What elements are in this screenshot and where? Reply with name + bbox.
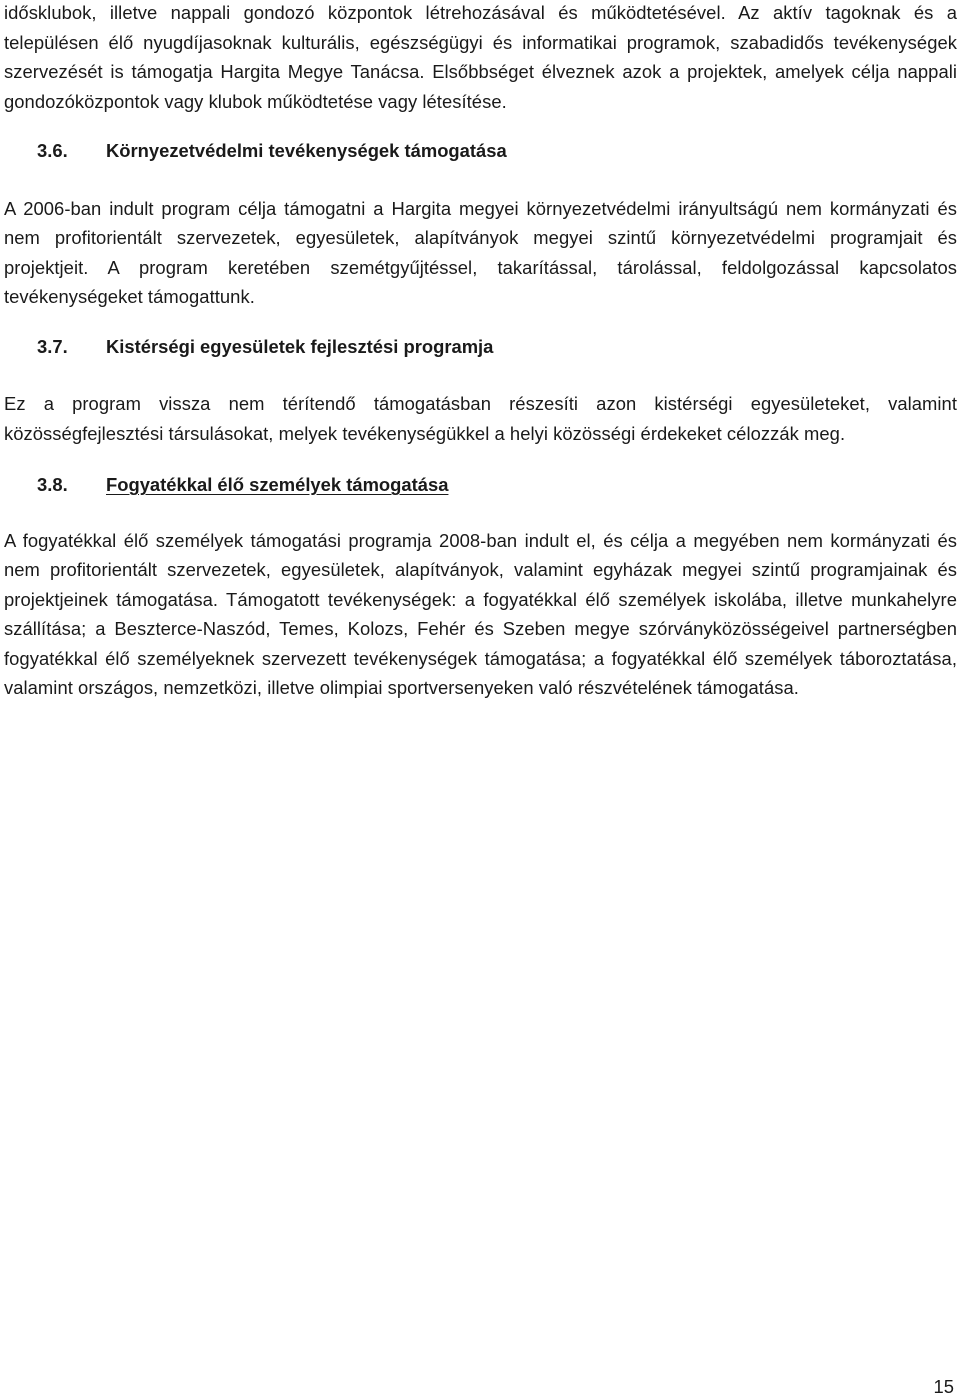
page-number: 15 <box>933 1376 954 1397</box>
section-number: 3.7. <box>37 335 68 357</box>
section-title: Fogyatékkal élő személyek támogatása <box>106 474 449 495</box>
section-body-3-6: A 2006-ban indult program célja támogatni a Hargita megyei környezetvédelmi irányultságú nem kormányzati és nem profitorientált szervezetek, egyesületek, alapítványok megyei szintű környezetvédelmi programjait és projektjeit. A program keretében szemétgyűjtéssel, takarítással, tárolással, feldolgozással kapcsolatos tevékenységeket támogattunk. <box>4 197 957 307</box>
section-body-3-7: Ez a program vissza nem térítendő támogatásban részesíti azon kistérségi egyesületeket, valamint közösségfejlesztési társulásokat, melyek tevékenységükkel a helyi közösségi érdekeket célozzák meg. <box>4 393 957 444</box>
section-heading-3-6 <box>4 136 957 166</box>
section-heading-3-7 <box>4 332 957 362</box>
section-title: Kistérségi egyesületek fejlesztési programja <box>106 335 494 357</box>
section-body-3-8: A fogyatékkal élő személyek támogatási programja 2008-ban indult el, és célja a megyében nem kormányzati és nem profitorientált szervezetek, egyesületek, alapítványok, valamint egyházak megyei szintű programjainak és projektjeinek támogatása. Támogatott tevékenységek: a fogyatékkal élő személyek iskolába, illetve munkahelyre szállítása; a Beszterce-Naszód, Temes, Kolozs, Fehér és Szeben megye szórványközösségeivel partnerségben fogyatékkal élő személyeknek szervezett tevékenységek támogatása; a fogyatékkal élő személyek táboroztatása, valamint országos, nemzetközi, illetve olimpiai sportversenyeken való részvételének támogatása. <box>4 529 957 698</box>
page-content <box>4 0 957 703</box>
section-title: Környezetvédelmi tevékenységek támogatása <box>106 140 507 161</box>
intro-paragraph: idősklubok, illetve nappali gondozó központok létrehozásával és működtetésével. Az aktív tagoknak és a településen élő nyugdíjasoknak kulturális, egészségügyi és informatikai programok, szabadidős tevékenységek szervezését is támogatja Hargita Megye Tanácsa. Elsőbbséget élveznek azok a projektek, amelyek célja nappali gondozóközpontok vagy klubok működtetése vagy létesítése. <box>4 2 957 112</box>
section-heading-3-8 <box>4 470 957 500</box>
section-number: 3.8. <box>37 474 68 495</box>
section-number: 3.6. <box>37 140 68 161</box>
